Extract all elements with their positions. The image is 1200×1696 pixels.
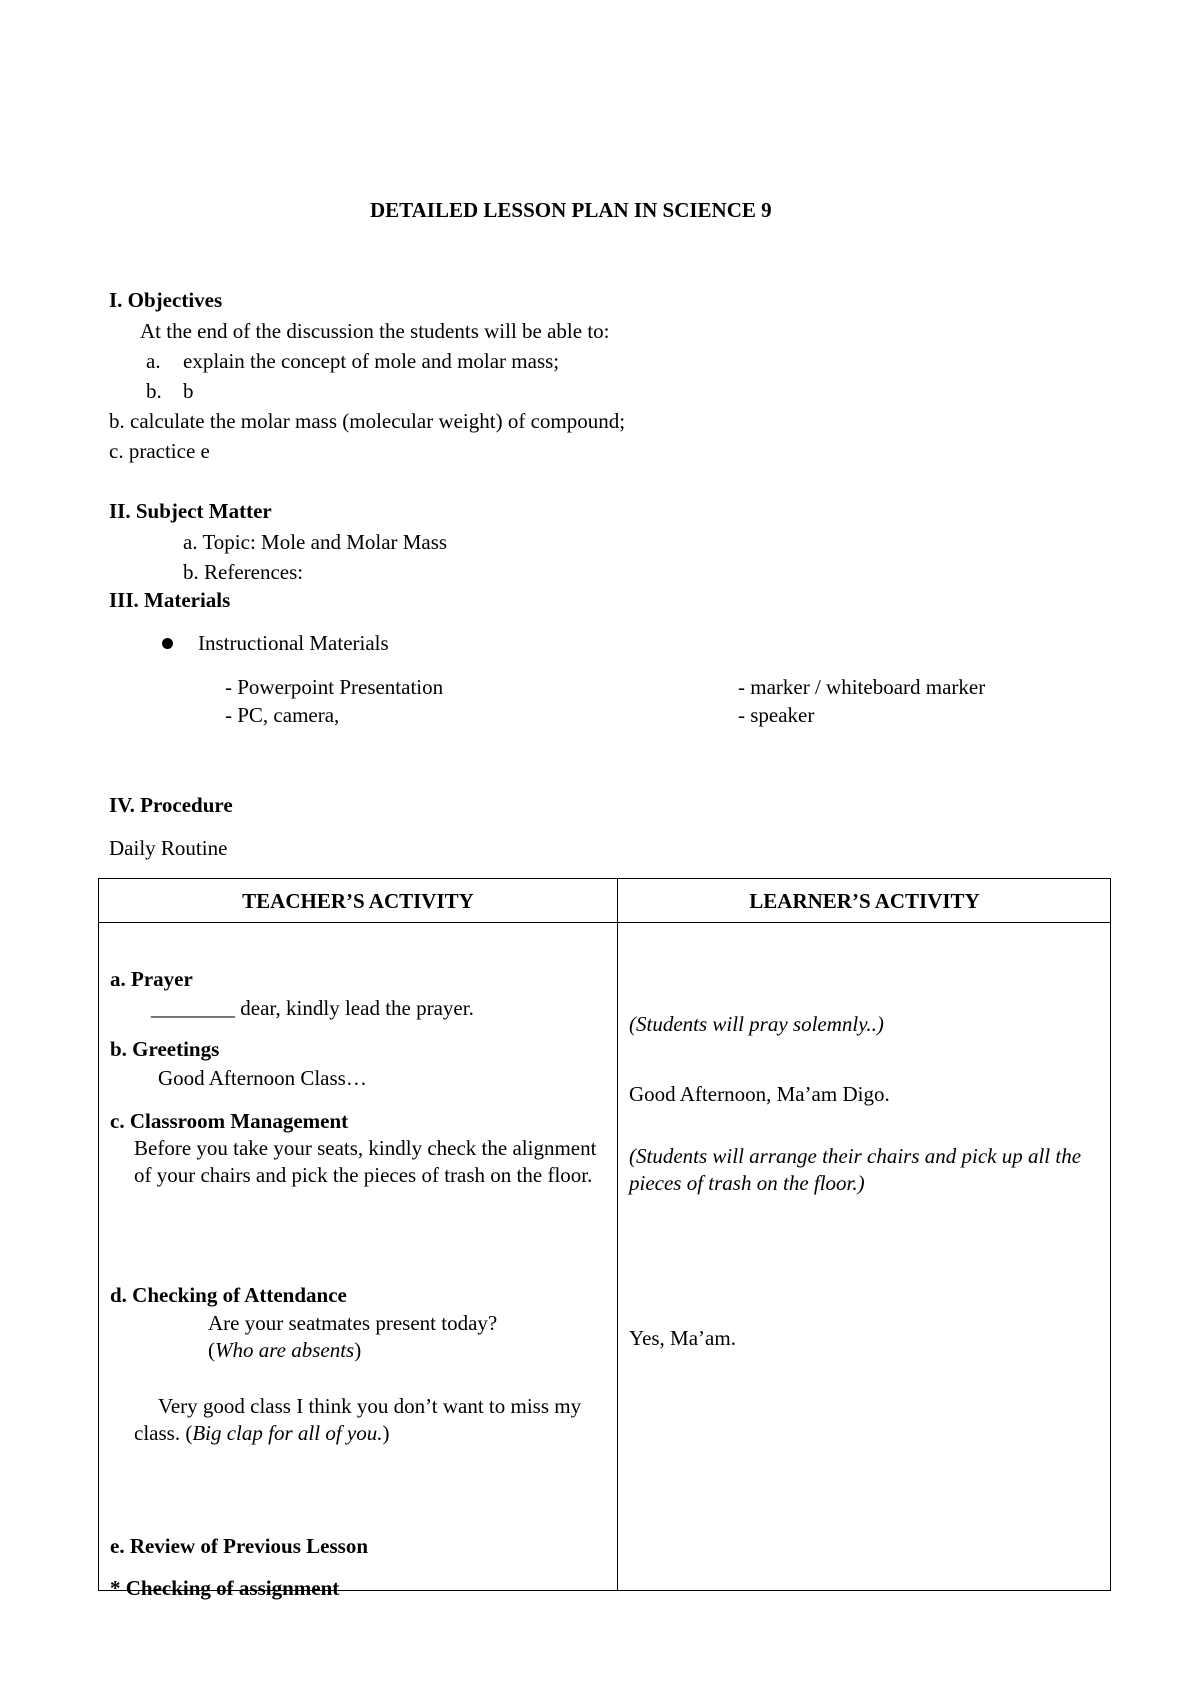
praise-text: [134, 1393, 584, 1447]
attendance-note-open: (: [208, 1338, 215, 1362]
praise-main: Very good class I think you don’t want to miss my class. (: [134, 1394, 582, 1445]
subject-references: b. References:: [183, 560, 304, 584]
objectives-heading: I. Objectives: [109, 288, 223, 312]
prayer-instruction: dear, kindly lead the prayer.: [235, 996, 474, 1020]
materials-heading: III. Materials: [109, 588, 231, 612]
praise-close: ): [382, 1421, 390, 1445]
subject-matter-heading: II. Subject Matter: [109, 499, 272, 523]
material-left-1: - Powerpoint Presentation: [225, 675, 444, 699]
header-divider: [99, 922, 1110, 923]
learner-prayer: (Students will pray solemnly..): [629, 1012, 884, 1036]
attendance-note-italic: Who are absents: [215, 1338, 355, 1362]
objective-extra-c: c. practice e: [109, 439, 210, 463]
objective-marker-b: b.: [146, 379, 162, 403]
prayer-blank: ________: [151, 996, 235, 1020]
activity-table: [98, 878, 1111, 1600]
procedure-heading: IV. Procedure: [109, 793, 233, 817]
classroom-management-text: Before you take your seats, kindly check the alignment of your chairs and pick the pieces of trash on the floor.: [134, 1136, 597, 1187]
teacher-activity-header: TEACHER’S ACTIVITY: [242, 889, 474, 913]
objective-text-b: b: [183, 379, 194, 403]
bullet-icon: [162, 638, 173, 649]
attendance-question: Are your seatmates present today?: [208, 1311, 498, 1335]
praise-italic: Big clap for all of you.: [192, 1421, 383, 1445]
greetings-text: Good Afternoon Class…: [158, 1066, 367, 1090]
objective-text-a: explain the concept of mole and molar mass;: [183, 349, 560, 373]
learner-activity-header: LEARNER’S ACTIVITY: [749, 889, 980, 913]
objectives-intro: At the end of the discussion the students will be able to:: [140, 319, 610, 343]
subject-topic: a. Topic: Mole and Molar Mass: [183, 530, 448, 554]
objective-extra-b: b. calculate the molar mass (molecular weight) of compound;: [109, 409, 626, 433]
material-left-2: - PC, camera,: [225, 703, 340, 727]
classroom-management-heading: c. Classroom Management: [110, 1109, 349, 1133]
attendance-note-close: ): [354, 1338, 362, 1362]
attendance-heading: d. Checking of Attendance: [110, 1283, 347, 1307]
material-right-2: - speaker: [738, 703, 815, 727]
materials-bullet-label: Instructional Materials: [198, 631, 389, 655]
attendance-note: [208, 1340, 361, 1361]
learner-greeting: Good Afternoon, Ma’am Digo.: [629, 1082, 890, 1106]
page-title: DETAILED LESSON PLAN IN SCIENCE 9: [370, 198, 772, 222]
material-right-1: - marker / whiteboard marker: [738, 675, 986, 699]
column-divider: [617, 879, 618, 1590]
learner-management: (Students will arrange their chairs and pick up all the pieces of trash on the floor.): [629, 1144, 1082, 1195]
objective-marker-a: a.: [146, 349, 161, 373]
procedure-subheading: Daily Routine: [109, 836, 228, 860]
prayer-text: [151, 998, 474, 1019]
learner-attendance: Yes, Ma’am.: [629, 1326, 736, 1350]
review-heading: e. Review of Previous Lesson: [110, 1534, 368, 1558]
prayer-heading: a. Prayer: [110, 967, 193, 991]
greetings-heading: b. Greetings: [110, 1037, 220, 1061]
assignment-heading: * Checking of assignment: [110, 1576, 340, 1600]
